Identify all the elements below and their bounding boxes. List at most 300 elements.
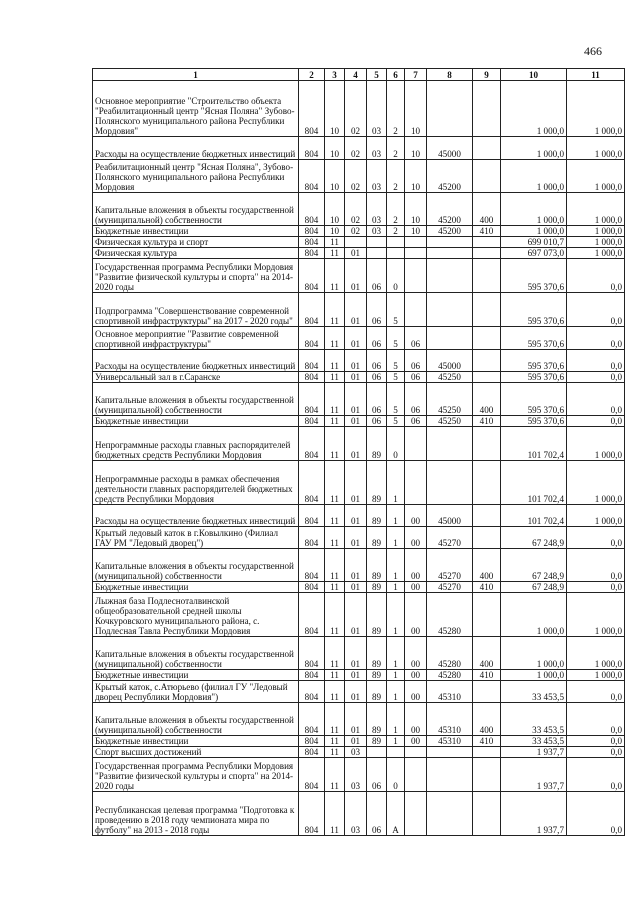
program-code-cell: 89 (367, 703, 387, 736)
gr-code-cell: 804 (299, 703, 325, 736)
subprogram-code-cell: 1 (387, 703, 405, 736)
amount-secondary-cell: 0,0 (567, 383, 625, 416)
table-row (93, 248, 625, 259)
budget-table (92, 68, 625, 836)
amount-cell: 595 370,6 (501, 383, 567, 416)
pr-code-cell: 01 (345, 461, 367, 505)
pr-code-cell: 01 (345, 350, 367, 372)
table-row (93, 416, 625, 427)
amount-cell: 697 073,0 (501, 248, 567, 259)
program-code-cell: 89 (367, 736, 387, 747)
amount-cell: 1 000,0 (501, 637, 567, 670)
column-header: 4 (345, 69, 367, 81)
table-row (93, 670, 625, 681)
table-row (93, 327, 625, 350)
rz-code-cell: 11 (325, 416, 345, 427)
vr-code-cell (473, 327, 501, 350)
amount-cell: 101 702,4 (501, 505, 567, 527)
amount-secondary-cell: 0,0 (567, 293, 625, 327)
amount-cell: 1 000,0 (501, 193, 567, 226)
amount-secondary-cell: 0,0 (567, 736, 625, 747)
direction-code-cell (427, 427, 473, 461)
amount-secondary-cell: 0,0 (567, 792, 625, 836)
subprogram-code-cell: 1 (387, 461, 405, 505)
row-name-cell: Бюджетные инвестиции (93, 670, 299, 681)
event-code-cell: 10 (405, 226, 427, 237)
amount-secondary-cell: 0,0 (567, 350, 625, 372)
gr-code-cell: 804 (299, 670, 325, 681)
vr-code-cell: 400 (473, 383, 501, 416)
subprogram-code-cell: 0 (387, 758, 405, 792)
subprogram-code-cell: 1 (387, 670, 405, 681)
subprogram-code-cell: 5 (387, 350, 405, 372)
subprogram-code-cell: 1 (387, 549, 405, 582)
gr-code-cell: 804 (299, 259, 325, 293)
vr-code-cell: 410 (473, 582, 501, 593)
program-code-cell (367, 248, 387, 259)
subprogram-code-cell: 2 (387, 160, 405, 193)
vr-code-cell (473, 527, 501, 549)
column-header: 6 (387, 69, 405, 81)
direction-code-cell (427, 237, 473, 248)
event-code-cell: 00 (405, 582, 427, 593)
pr-code-cell: 01 (345, 505, 367, 527)
direction-code-cell: 45280 (427, 670, 473, 681)
gr-code-cell: 804 (299, 293, 325, 327)
rz-code-cell: 11 (325, 703, 345, 736)
program-code-cell: 06 (367, 293, 387, 327)
event-code-cell: 00 (405, 703, 427, 736)
vr-code-cell (473, 792, 501, 836)
table-row (93, 736, 625, 747)
row-name-cell: Физическая культура (93, 248, 299, 259)
event-code-cell: 06 (405, 383, 427, 416)
amount-secondary-cell: 1 000,0 (567, 226, 625, 237)
gr-code-cell: 804 (299, 792, 325, 836)
subprogram-code-cell: 2 (387, 193, 405, 226)
column-header: 3 (325, 69, 345, 81)
table-row (93, 237, 625, 248)
program-code-cell: 06 (367, 758, 387, 792)
amount-cell: 1 937,7 (501, 792, 567, 836)
gr-code-cell: 804 (299, 350, 325, 372)
pr-code-cell: 01 (345, 248, 367, 259)
amount-secondary-cell: 0,0 (567, 416, 625, 427)
rz-code-cell: 11 (325, 593, 345, 637)
program-code-cell: 89 (367, 670, 387, 681)
rz-code-cell: 11 (325, 549, 345, 582)
subprogram-code-cell: 5 (387, 416, 405, 427)
table-row (93, 137, 625, 160)
event-code-cell: 10 (405, 193, 427, 226)
row-name-cell: Государственная программа Республики Мордовия "Развитие физической культуры и спорта" на 2014-2020 годы (93, 259, 299, 293)
pr-code-cell: 01 (345, 416, 367, 427)
subprogram-code-cell: 2 (387, 81, 405, 137)
rz-code-cell: 11 (325, 248, 345, 259)
gr-code-cell: 804 (299, 527, 325, 549)
rz-code-cell: 11 (325, 736, 345, 747)
row-name-cell: Расходы на осуществление бюджетных инвестиций (93, 350, 299, 372)
rz-code-cell: 11 (325, 350, 345, 372)
amount-cell: 1 937,7 (501, 747, 567, 758)
table-row (93, 461, 625, 505)
subprogram-code-cell: 2 (387, 226, 405, 237)
row-name-cell: Расходы на осуществление бюджетных инвестиций (93, 137, 299, 160)
table-row (93, 681, 625, 703)
gr-code-cell: 804 (299, 248, 325, 259)
amount-secondary-cell: 1 000,0 (567, 593, 625, 637)
table-row (93, 372, 625, 383)
table-row (93, 758, 625, 792)
direction-code-cell: 45250 (427, 383, 473, 416)
table-row (93, 226, 625, 237)
amount-cell: 595 370,6 (501, 416, 567, 427)
program-code-cell (367, 237, 387, 248)
gr-code-cell: 804 (299, 81, 325, 137)
program-code-cell: 03 (367, 81, 387, 137)
amount-secondary-cell: 1 000,0 (567, 248, 625, 259)
pr-code-cell: 01 (345, 259, 367, 293)
row-name-cell: Реабилитационный центр "Ясная Поляна", Зубово-Полянского муниципального района Республики Мордовия (93, 160, 299, 193)
amount-secondary-cell: 0,0 (567, 582, 625, 593)
amount-cell: 1 000,0 (501, 81, 567, 137)
pr-code-cell: 01 (345, 527, 367, 549)
gr-code-cell: 804 (299, 736, 325, 747)
event-code-cell (405, 237, 427, 248)
direction-code-cell (427, 792, 473, 836)
pr-code-cell: 03 (345, 758, 367, 792)
amount-cell: 1 937,7 (501, 758, 567, 792)
rz-code-cell: 11 (325, 670, 345, 681)
gr-code-cell: 804 (299, 505, 325, 527)
event-code-cell (405, 792, 427, 836)
row-name-cell: Основное мероприятие "Развитие современной спортивной инфраструктуры" (93, 327, 299, 350)
pr-code-cell: 01 (345, 593, 367, 637)
table-row (93, 637, 625, 670)
event-code-cell: 10 (405, 81, 427, 137)
gr-code-cell: 804 (299, 427, 325, 461)
table-row (93, 293, 625, 327)
amount-secondary-cell: 1 000,0 (567, 193, 625, 226)
amount-cell: 1 000,0 (501, 137, 567, 160)
row-name-cell: Капитальные вложения в объекты государственной (муниципальной) собственности (93, 383, 299, 416)
event-code-cell: 00 (405, 505, 427, 527)
subprogram-code-cell: 0 (387, 427, 405, 461)
program-code-cell: 03 (367, 193, 387, 226)
rz-code-cell: 11 (325, 637, 345, 670)
vr-code-cell: 400 (473, 549, 501, 582)
program-code-cell: 89 (367, 549, 387, 582)
pr-code-cell: 02 (345, 226, 367, 237)
subprogram-code-cell: 5 (387, 293, 405, 327)
direction-code-cell: 45000 (427, 350, 473, 372)
rz-code-cell: 10 (325, 226, 345, 237)
amount-cell: 33 453,5 (501, 681, 567, 703)
rz-code-cell: 11 (325, 527, 345, 549)
amount-secondary-cell: 0,0 (567, 527, 625, 549)
vr-code-cell (473, 248, 501, 259)
direction-code-cell: 45310 (427, 736, 473, 747)
row-name-cell: Республиканская целевая программа "Подготовка к проведению в 2018 году чемпионата мира по футболу" на 2013 - 2018 годы (93, 792, 299, 836)
table-row (93, 193, 625, 226)
amount-cell: 595 370,6 (501, 259, 567, 293)
direction-code-cell: 45310 (427, 703, 473, 736)
event-code-cell (405, 427, 427, 461)
rz-code-cell: 10 (325, 81, 345, 137)
rz-code-cell: 10 (325, 137, 345, 160)
program-code-cell: 06 (367, 792, 387, 836)
vr-code-cell (473, 81, 501, 137)
amount-secondary-cell: 0,0 (567, 758, 625, 792)
subprogram-code-cell: 1 (387, 593, 405, 637)
program-code-cell: 03 (367, 137, 387, 160)
pr-code-cell: 01 (345, 637, 367, 670)
pr-code-cell: 01 (345, 427, 367, 461)
event-code-cell: 00 (405, 736, 427, 747)
amount-secondary-cell: 1 000,0 (567, 137, 625, 160)
column-header: 11 (567, 69, 625, 81)
amount-cell: 101 702,4 (501, 461, 567, 505)
amount-cell: 101 702,4 (501, 427, 567, 461)
column-header: 7 (405, 69, 427, 81)
event-code-cell (405, 293, 427, 327)
gr-code-cell: 804 (299, 582, 325, 593)
pr-code-cell: 01 (345, 549, 367, 582)
rz-code-cell: 11 (325, 372, 345, 383)
pr-code-cell: 01 (345, 372, 367, 383)
program-code-cell: 89 (367, 637, 387, 670)
amount-secondary-cell: 1 000,0 (567, 427, 625, 461)
table-row (93, 383, 625, 416)
amount-secondary-cell: 1 000,0 (567, 160, 625, 193)
direction-code-cell: 45270 (427, 527, 473, 549)
row-name-cell: Государственная программа Республики Мордовия "Развитие физической культуры и спорта" на 2014-2020 годы (93, 758, 299, 792)
amount-secondary-cell: 0,0 (567, 747, 625, 758)
vr-code-cell: 410 (473, 736, 501, 747)
rz-code-cell: 11 (325, 758, 345, 792)
row-name-cell: Бюджетные инвестиции (93, 226, 299, 237)
direction-code-cell: 45280 (427, 637, 473, 670)
amount-cell: 595 370,6 (501, 350, 567, 372)
row-name-cell: Бюджетные инвестиции (93, 582, 299, 593)
column-header: 1 (93, 69, 299, 81)
gr-code-cell: 804 (299, 383, 325, 416)
vr-code-cell (473, 350, 501, 372)
column-header: 5 (367, 69, 387, 81)
event-code-cell: 00 (405, 527, 427, 549)
direction-code-cell (427, 461, 473, 505)
table-row (93, 427, 625, 461)
direction-code-cell (427, 327, 473, 350)
gr-code-cell: 804 (299, 637, 325, 670)
vr-code-cell (473, 137, 501, 160)
direction-code-cell: 45270 (427, 582, 473, 593)
pr-code-cell: 01 (345, 582, 367, 593)
row-name-cell: Крытый каток, с.Атюрьево (филиал ГУ "Ледовый дворец Республики Мордовия") (93, 681, 299, 703)
table-row (93, 792, 625, 836)
row-name-cell: Основное мероприятие "Строительство объекта "Реабилитационный центр "Ясная Поляна" Зубово-Полянского муниципального района Республики Мордовия" (93, 81, 299, 137)
subprogram-code-cell: 5 (387, 383, 405, 416)
rz-code-cell: 11 (325, 461, 345, 505)
rz-code-cell: 11 (325, 582, 345, 593)
row-name-cell: Бюджетные инвестиции (93, 736, 299, 747)
row-name-cell: Капитальные вложения в объекты государственной (муниципальной) собственности (93, 193, 299, 226)
vr-code-cell (473, 461, 501, 505)
event-code-cell: 00 (405, 681, 427, 703)
row-name-cell: Универсальный зал в г.Саранске (93, 372, 299, 383)
row-name-cell: Непрограммные расходы главных распорядителей бюджетных средств Республики Мордовия (93, 427, 299, 461)
pr-code-cell: 01 (345, 670, 367, 681)
rz-code-cell: 10 (325, 193, 345, 226)
subprogram-code-cell (387, 248, 405, 259)
gr-code-cell: 804 (299, 137, 325, 160)
subprogram-code-cell: 5 (387, 372, 405, 383)
row-name-cell: Расходы на осуществление бюджетных инвестиций (93, 505, 299, 527)
table-row (93, 350, 625, 372)
event-code-cell: 10 (405, 137, 427, 160)
rz-code-cell: 11 (325, 383, 345, 416)
amount-secondary-cell: 1 000,0 (567, 237, 625, 248)
row-name-cell: Капитальные вложения в объекты государственной (муниципальной) собственности (93, 549, 299, 582)
amount-cell: 1 000,0 (501, 670, 567, 681)
pr-code-cell: 02 (345, 137, 367, 160)
program-code-cell: 03 (367, 226, 387, 237)
amount-cell: 1 000,0 (501, 226, 567, 237)
rz-code-cell: 11 (325, 681, 345, 703)
event-code-cell: 00 (405, 593, 427, 637)
event-code-cell: 00 (405, 670, 427, 681)
program-code-cell: 06 (367, 327, 387, 350)
direction-code-cell (427, 259, 473, 293)
program-code-cell: 89 (367, 681, 387, 703)
direction-code-cell: 45250 (427, 372, 473, 383)
gr-code-cell: 804 (299, 160, 325, 193)
program-code-cell: 06 (367, 372, 387, 383)
subprogram-code-cell: 2 (387, 137, 405, 160)
gr-code-cell: 804 (299, 747, 325, 758)
amount-secondary-cell: 0,0 (567, 549, 625, 582)
row-name-cell: Бюджетные инвестиции (93, 416, 299, 427)
program-code-cell: 03 (367, 160, 387, 193)
amount-cell: 595 370,6 (501, 372, 567, 383)
direction-code-cell (427, 293, 473, 327)
subprogram-code-cell: 1 (387, 527, 405, 549)
program-code-cell: 89 (367, 505, 387, 527)
event-code-cell (405, 248, 427, 259)
amount-secondary-cell: 1 000,0 (567, 461, 625, 505)
pr-code-cell: 01 (345, 736, 367, 747)
event-code-cell: 00 (405, 637, 427, 670)
vr-code-cell (473, 593, 501, 637)
rz-code-cell: 11 (325, 427, 345, 461)
direction-code-cell: 45310 (427, 681, 473, 703)
event-code-cell: 00 (405, 549, 427, 582)
pr-code-cell: 01 (345, 327, 367, 350)
amount-cell: 595 370,6 (501, 327, 567, 350)
vr-code-cell (473, 505, 501, 527)
event-code-cell: 06 (405, 327, 427, 350)
vr-code-cell: 410 (473, 416, 501, 427)
direction-code-cell: 45270 (427, 549, 473, 582)
program-code-cell: 89 (367, 527, 387, 549)
pr-code-cell: 01 (345, 293, 367, 327)
pr-code-cell: 02 (345, 160, 367, 193)
event-code-cell: 10 (405, 160, 427, 193)
row-name-cell: Подпрограмма "Совершенствование современной спортивной инфраструктуры" на 2017 - 2020 годы" (93, 293, 299, 327)
vr-code-cell (473, 427, 501, 461)
amount-secondary-cell: 0,0 (567, 372, 625, 383)
table-header-row (93, 69, 625, 81)
subprogram-code-cell: А (387, 792, 405, 836)
pr-code-cell: 01 (345, 703, 367, 736)
gr-code-cell: 804 (299, 226, 325, 237)
rz-code-cell: 11 (325, 293, 345, 327)
vr-code-cell (473, 681, 501, 703)
column-header: 8 (427, 69, 473, 81)
program-code-cell: 06 (367, 259, 387, 293)
amount-cell: 1 000,0 (501, 160, 567, 193)
table-row (93, 703, 625, 736)
table-row (93, 160, 625, 193)
vr-code-cell: 400 (473, 193, 501, 226)
direction-code-cell (427, 758, 473, 792)
gr-code-cell: 804 (299, 237, 325, 248)
amount-secondary-cell: 0,0 (567, 681, 625, 703)
rz-code-cell: 11 (325, 505, 345, 527)
row-name-cell: Капитальные вложения в объекты государственной (муниципальной) собственности (93, 703, 299, 736)
amount-cell: 67 248,9 (501, 582, 567, 593)
rz-code-cell: 10 (325, 160, 345, 193)
subprogram-code-cell: 1 (387, 505, 405, 527)
column-header: 10 (501, 69, 567, 81)
gr-code-cell: 804 (299, 593, 325, 637)
rz-code-cell: 11 (325, 792, 345, 836)
subprogram-code-cell (387, 747, 405, 758)
gr-code-cell: 804 (299, 758, 325, 792)
vr-code-cell (473, 758, 501, 792)
amount-secondary-cell: 1 000,0 (567, 670, 625, 681)
gr-code-cell: 804 (299, 549, 325, 582)
amount-secondary-cell: 1 000,0 (567, 637, 625, 670)
subprogram-code-cell: 5 (387, 327, 405, 350)
subprogram-code-cell (387, 237, 405, 248)
table-row (93, 747, 625, 758)
gr-code-cell: 804 (299, 681, 325, 703)
vr-code-cell (473, 372, 501, 383)
pr-code-cell (345, 237, 367, 248)
pr-code-cell: 01 (345, 383, 367, 416)
program-code-cell: 06 (367, 350, 387, 372)
table-row (93, 81, 625, 137)
subprogram-code-cell: 1 (387, 681, 405, 703)
event-code-cell (405, 747, 427, 758)
direction-code-cell: 45200 (427, 226, 473, 237)
pr-code-cell: 02 (345, 193, 367, 226)
event-code-cell (405, 758, 427, 792)
table-row (93, 549, 625, 582)
direction-code-cell (427, 747, 473, 758)
amount-secondary-cell: 0,0 (567, 259, 625, 293)
rz-code-cell: 11 (325, 327, 345, 350)
amount-cell: 33 453,5 (501, 736, 567, 747)
table-body (93, 81, 625, 836)
amount-cell: 33 453,5 (501, 703, 567, 736)
rz-code-cell: 11 (325, 259, 345, 293)
event-code-cell: 06 (405, 350, 427, 372)
event-code-cell: 06 (405, 416, 427, 427)
row-name-cell: Физическая культура и спорт (93, 237, 299, 248)
program-code-cell: 06 (367, 383, 387, 416)
